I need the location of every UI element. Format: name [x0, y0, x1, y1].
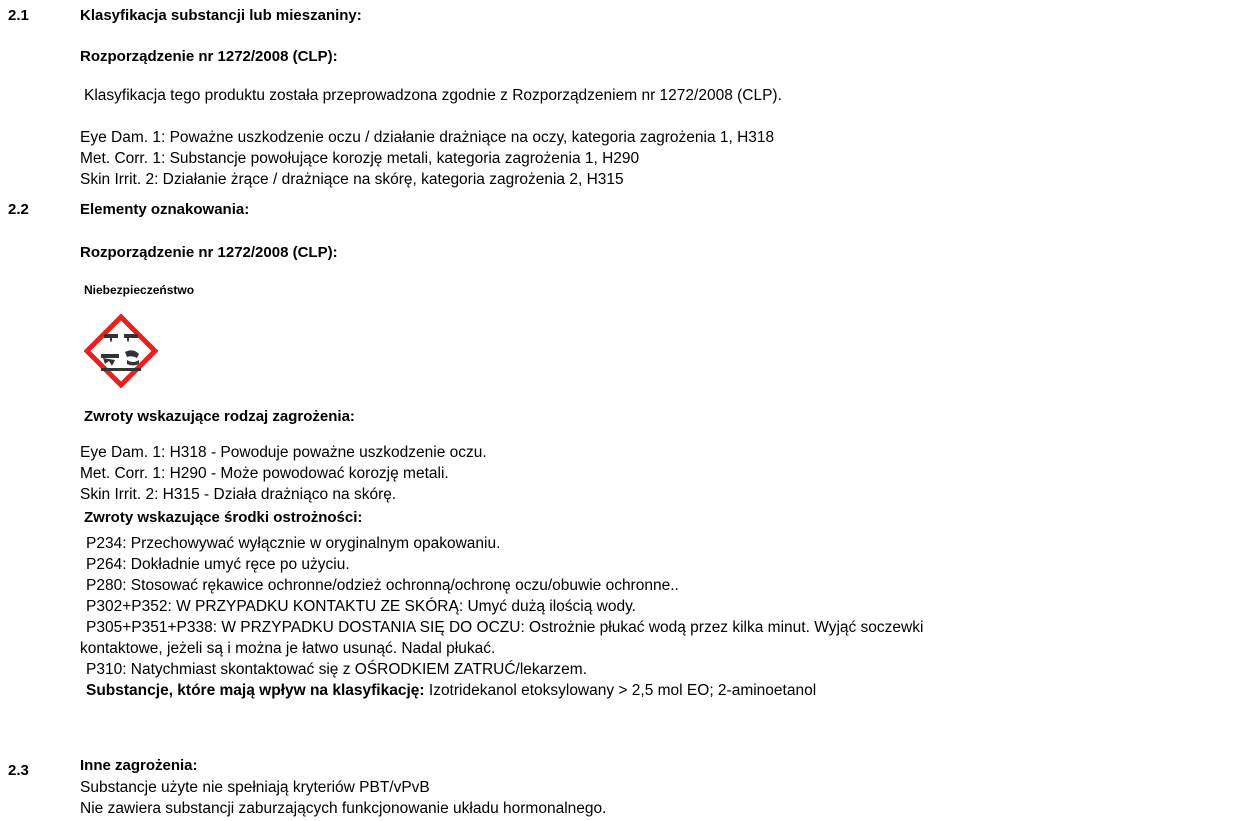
precautionary-statement: P234: Przechowywać wyłącznie w oryginalnym opakowaniu.: [86, 535, 501, 552]
classification-item: Eye Dam. 1: Poważne uszkodzenie oczu / działanie drażniące na oczy, kategoria zagrożenia 1, H318: [80, 129, 775, 146]
section-title-2-1: Klasyfikacja substancji lub mieszaniny:: [80, 7, 362, 24]
ghs05-corrosion-icon: [84, 314, 158, 388]
classification-intro: Klasyfikacja tego produktu została przeprowadzona zgodnie z Rozporządzeniem nr 1272/2008 (CLP).: [84, 87, 782, 104]
precautionary-statement: P305+P351+P338: W PRZYPADKU DOSTANIA SIĘ DO OCZU: Ostrożnie płukać wodą przez kilka minut. Wyjąć soczewki: [86, 619, 924, 636]
signal-word: Niebezpieczeństwo: [84, 283, 195, 297]
hazard-statements-heading: Zwroty wskazujące rodzaj zagrożenia:: [84, 408, 355, 425]
other-hazard-line: Substancje użyte nie spełniają kryteriów PBT/vPvB: [80, 779, 430, 796]
precautionary-statement: P264: Dokładnie umyć ręce po użyciu.: [86, 556, 350, 573]
hazard-statement: Met. Corr. 1: H290 - Może powodować korozję metali.: [80, 465, 449, 482]
section-title-2-2: Elementy oznakowania:: [80, 201, 250, 218]
section-number-2-3: 2.3: [8, 762, 29, 779]
section-number-2-1: 2.1: [8, 7, 29, 24]
precautionary-statements-list: [80, 533, 924, 701]
other-hazard-line: Nie zawiera substancji zaburzających funkcjonowanie układu hormonalnego.: [80, 800, 607, 817]
precautionary-statement: P280: Stosować rękawice ochronne/odzież ochronną/ochronę oczu/obuwie ochronne..: [86, 577, 679, 594]
regulation-heading-2-1: Rozporządzenie nr 1272/2008 (CLP):: [80, 48, 338, 65]
classification-item: Skin Irrit. 2: Działanie żrące / drażniące na skórę, kategoria zagrożenia 2, H315: [80, 171, 624, 188]
precautionary-statement: P310: Natychmiast skontaktować się z OŚRODKIEM ZATRUĆ/lekarzem.: [86, 661, 588, 678]
classification-substances-label: Substancje, które mają wpływ na klasyfikację:: [86, 682, 425, 699]
section-number-2-2: 2.2: [8, 201, 29, 218]
classification-substances-value: Izotridekanol etoksylowany > 2,5 mol EO; 2-aminoetanol: [424, 682, 817, 699]
regulation-heading-2-2: Rozporządzenie nr 1272/2008 (CLP):: [80, 244, 338, 261]
precautionary-statement: P302+P352: W PRZYPADKU KONTAKTU ZE SKÓRĄ: Umyć dużą ilością wody.: [86, 598, 636, 615]
classification-item: Met. Corr. 1: Substancje powołujące korozję metali, kategoria zagrożenia 1, H290: [80, 150, 640, 167]
precautionary-statements-heading: Zwroty wskazujące środki ostrożności:: [84, 509, 363, 526]
section-title-2-3: Inne zagrożenia:: [80, 757, 198, 774]
precautionary-statement-continuation: kontaktowe, jeżeli są i można je łatwo usunąć. Nadal płukać.: [80, 640, 496, 657]
other-hazards-list: [80, 777, 606, 819]
classification-substances: [86, 680, 923, 701]
hazard-statements-list: [80, 442, 487, 505]
hazard-statement: Skin Irrit. 2: H315 - Działa drażniąco na skórę.: [80, 486, 397, 503]
hazard-statement: Eye Dam. 1: H318 - Powoduje poważne uszkodzenie oczu.: [80, 444, 487, 461]
classification-list: [80, 127, 774, 190]
